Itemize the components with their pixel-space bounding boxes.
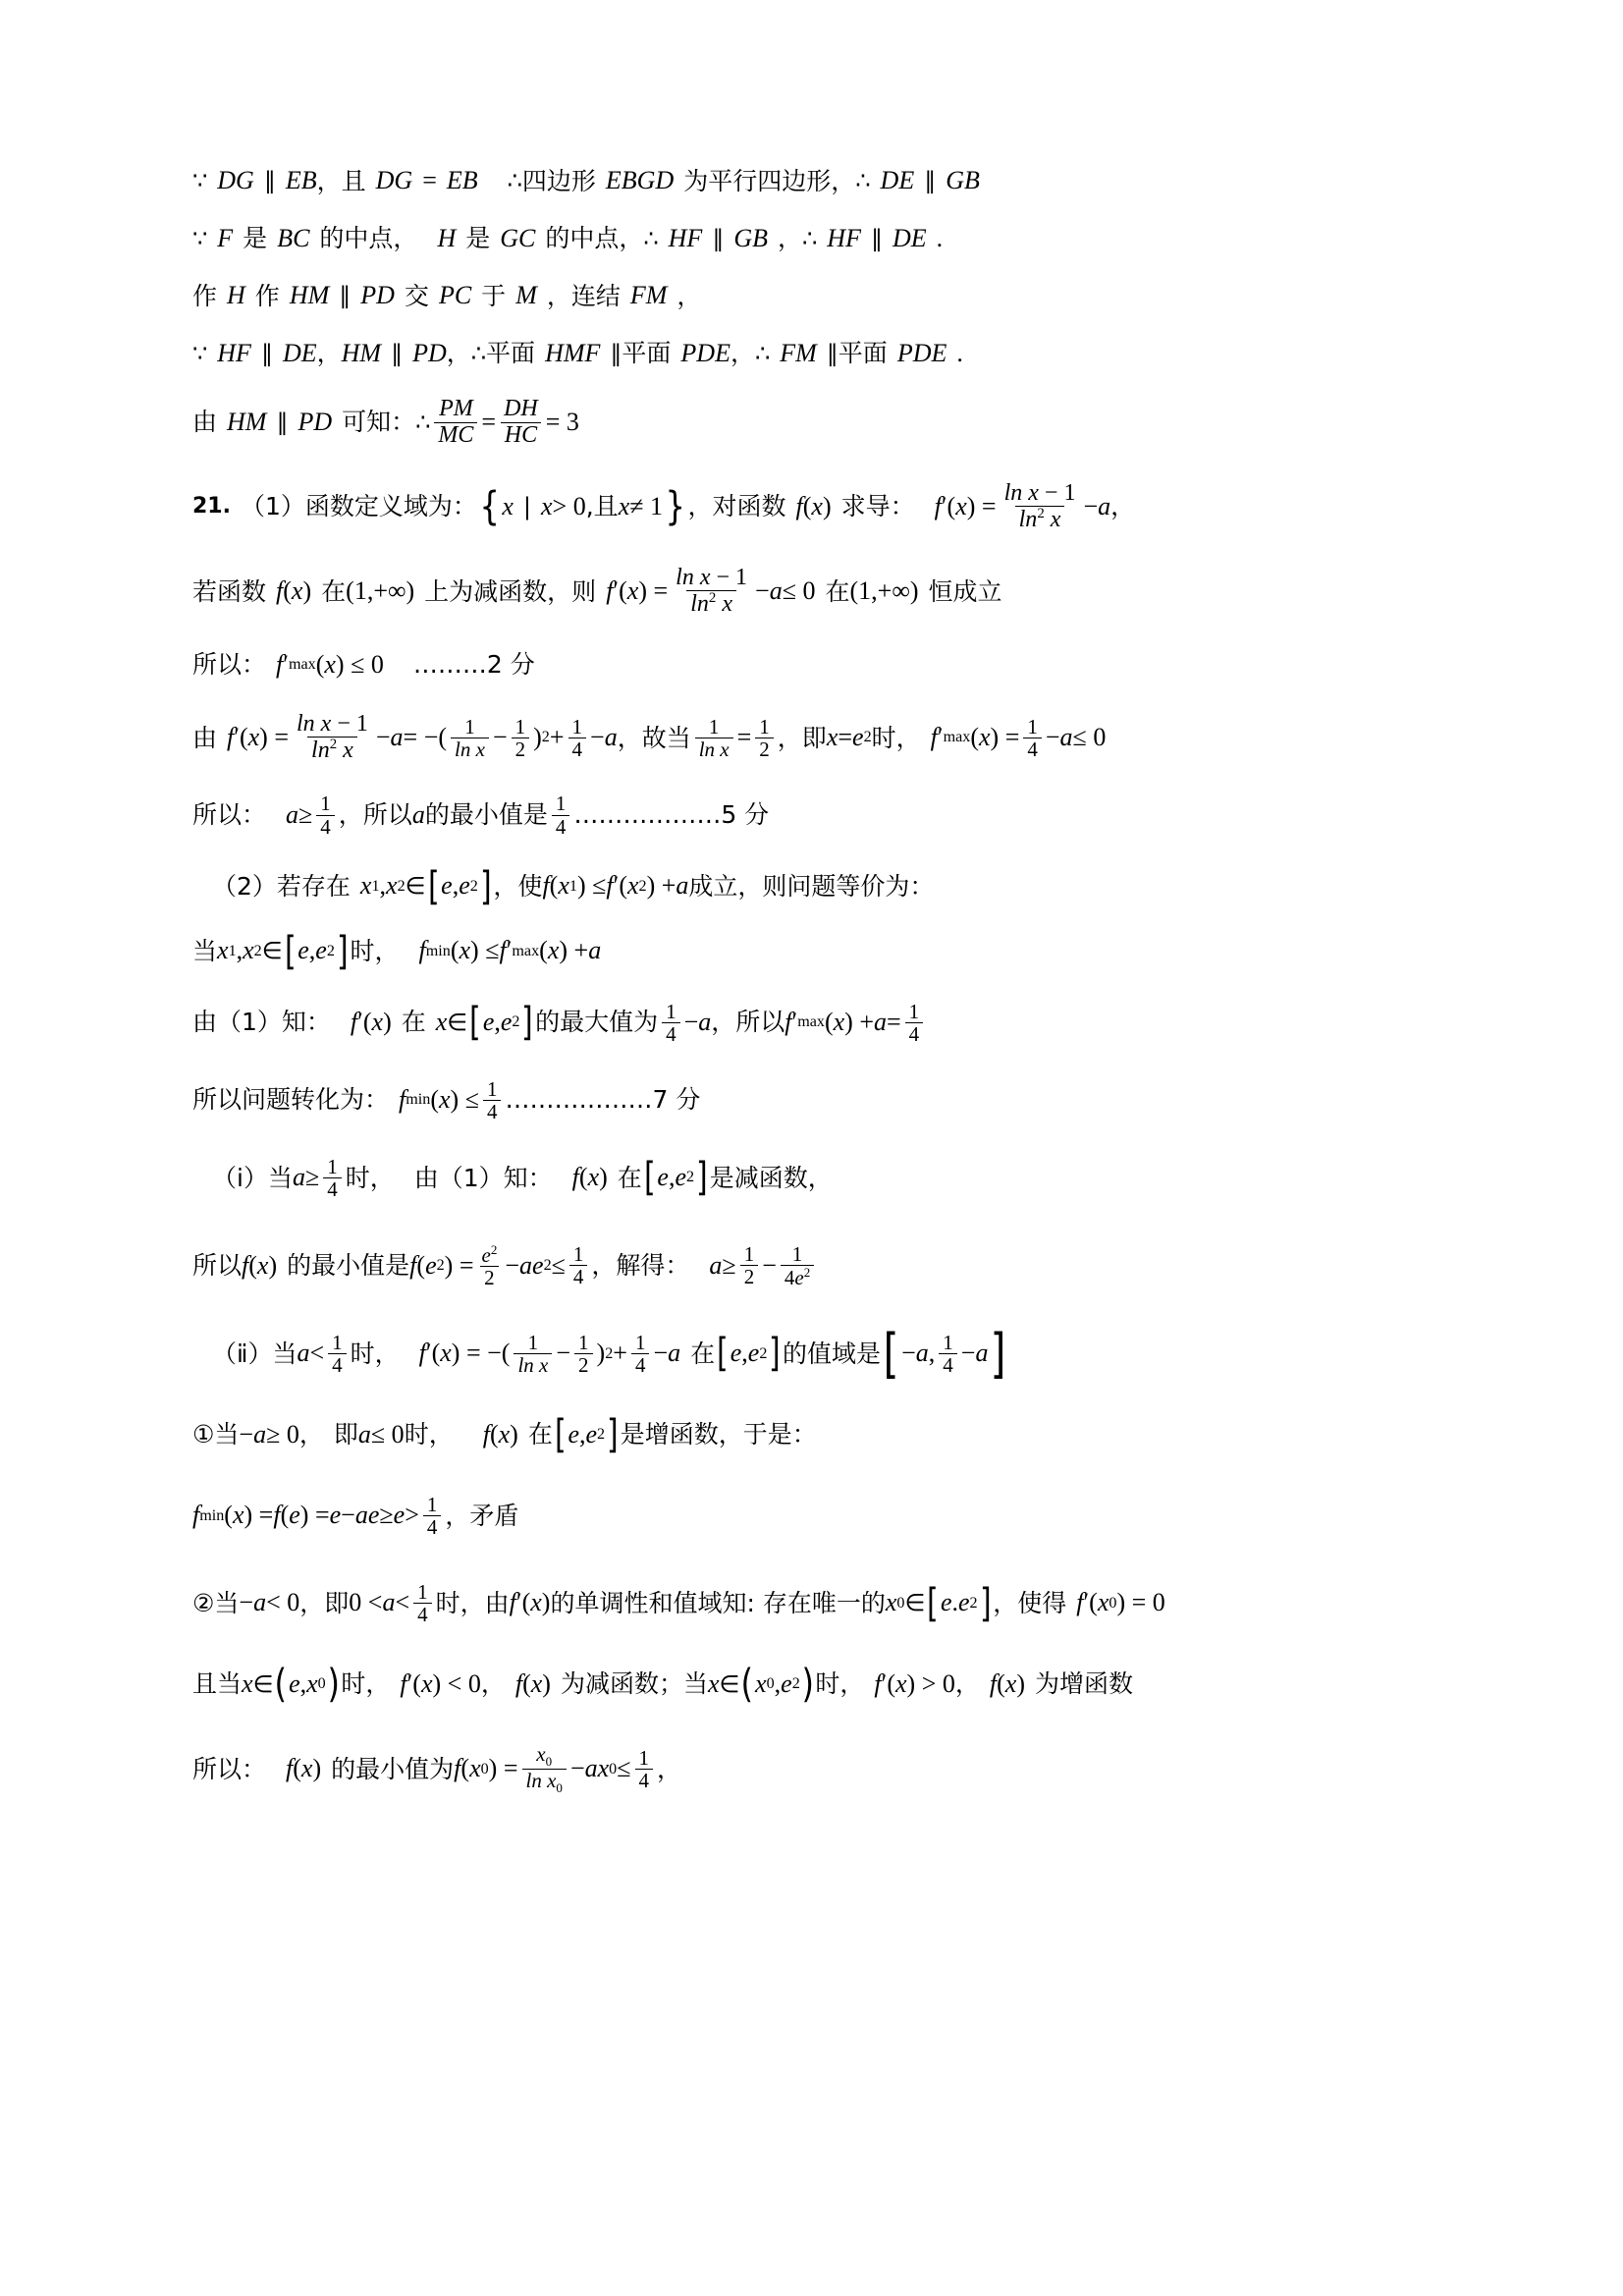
math-line-plane-hmf: ∵ HF ∥ DE ， HM ∥ PD ， ∴ 平面 HMF ∥ 平面 PDE ， ∴ FM ∥ 平面 PDE .	[192, 338, 963, 368]
question-21-part2: （2） 若存在 x 1 , x 2 ∈ [ e , e 2 ] ，使 f ( x 1 ) ≤ f ′( x 2 ) + a 成立，则问题等价为：	[212, 863, 935, 909]
math-line-construct-hm: 作 H 作 HM ∥ PD 交 PC 于 M ，连结 FM ，	[192, 281, 702, 310]
math-line-sub1-result: f min ( x ) = f ( e ) = e − ae ≥ e > $\frac{1}{4}$ ，矛盾	[192, 1493, 519, 1540]
math-line-case-i-result: 所以 f ( x ) 的最小值是 f ( e 2 ) = $\frac{e^2}{2}$ − ae 2 ≤ $\frac{1}{4}$ ，解得： a ≥ $\frac{1}{2}$ − $\frac{1}{4e^2}$	[192, 1243, 1439, 1288]
case-label-ii: （ⅱ）	[212, 1339, 273, 1368]
math-line-sub2-result: 所以： f ( x ) 的最小值为 f ( x 0 ) = $\frac{x_0}{\ln x_0}$ − ax 0 ≤ $\frac{1}{4}$ ，	[192, 1742, 682, 1796]
math-line-so-max: 所以： f ′ max ( x ) ≤ 0 ………2 分	[192, 649, 535, 680]
math-line-case-ii: （ⅱ） 当 a < $\frac{1}{4}$ 时， f ′( x ) = −( $\frac{1}{\text{ln x}}$ − $\frac{1}{2}$ ) 2 + $\frac{1}{4}$ − a 在 [ e , e 2 ] 的值域是 [ − a , $\frac{1}{4}$ − a ]	[212, 1322, 1006, 1385]
math-line-conclusion: 所以： a ≥ $\frac{1}{4}$ ，所以 a 的最小值是 $\frac{1}{4}$ ………………5 分	[192, 792, 770, 839]
math-line-sub2-mono: 且当 x ∈ ( e , x 0 ) 时， f ′( x ) < 0 ， f ( x ) 为减函数；当 x ∈ ( x 0 , e 2 ) 时， f ′( x ) > 0 ， f ( x ) 为增函数	[192, 1662, 1134, 1708]
case-label-i: （ⅰ）	[212, 1163, 268, 1192]
math-line-transform: 所以问题转化为： f min ( x ) ≤ $\frac{1}{4}$ ………………7 分	[192, 1076, 701, 1123]
math-line-from-deriv: 由 f ′( x ) = $\frac{\text{ln x − 1}}{\ln^2 x}$ − a = −( $\frac{1}{\text{ln x}}$ − $\frac{1}{2}$ ) 2 + $\frac{1}{4}$ − a ，故当 $\frac{1}{\text{ln x}}$ = $\frac{1}{2}$ ，即 x = e 2 时， f ′ max ( x ) = $\frac{1}{4}$ − a ≤ 0	[192, 711, 1107, 764]
math-line-sub2: ②当 − a < 0 ，即 0 < a < $\frac{1}{4}$ 时，由 f ′( x ) 的单调性和值域知: 存在唯一的 x 0 ∈ [ e . e 2 ] ，使得 f ′( x 0 ) = 0	[192, 1580, 1165, 1627]
domain-set: { x | x > 0 , 且 x ≠ 1 }	[479, 483, 685, 529]
math-line-sub1: ①当 − a ≥ 0 ， 即 a ≤ 0 时， f ( x ) 在 [ e , e 2 ] 是增函数，于是：	[192, 1412, 817, 1458]
math-line-f-midpoint: ∵ F 是 BC 的中点， H 是 GC 的中点， ∴ HF ∥ GB ， ∴ HF ∥ DE .	[192, 223, 944, 253]
part-label-2: （2）	[212, 871, 277, 901]
part-label-1: （1）	[240, 492, 305, 521]
document-body	[192, 167, 1439, 1795]
math-line-ratio: 由 HM ∥ PD 可知： ∴ $\frac{PM}{MC}$ = $\frac{DH}{HC}$ = 3	[192, 396, 579, 448]
math-line-case-i: （ⅰ） 当 a ≥ $\frac{1}{4}$ 时， 由（1）知： f ( x ) 在 [ e , e 2 ] 是减函数，	[212, 1154, 833, 1201]
question-number: 21.	[192, 493, 231, 519]
math-line-decreasing: 若函数 f ( x ) 在 (1,+∞) 上为减函数，则 f ′( x ) = $\frac{\text{ln x − 1}}{\ln^2 x}$ − a ≤ 0 在 (1,+∞) 恒成立	[192, 565, 1002, 618]
question-21-part1: 21. （1） 函数定义域为： { x | x > 0 , 且 x ≠ 1 } ，对函数 f ( x ) 求导： f ′( x ) = $\frac{\text{ln x − 1}}{\ln^2 x}$ − a ，	[192, 479, 1136, 532]
math-line-from-part1: 由 （1）知： f ′( x ) 在 x ∈ [ e , e 2 ] 的最大值为 $\frac{1}{4}$ − a ，所以 f ′ max ( x ) + a = $\frac{1}{4}$	[192, 1001, 1439, 1045]
math-line-dg-eb: ∵ DG ∥ EB ，且 DG = EB ∴ 四边形 EBGD 为平行四边形， ∴ DE ∥ GB	[192, 166, 980, 195]
math-line-when: 当 x 1 , x 2 ∈ [ e , e 2 ] 时， f min ( x ) ≤ f ′ max ( x ) + a	[192, 928, 602, 974]
